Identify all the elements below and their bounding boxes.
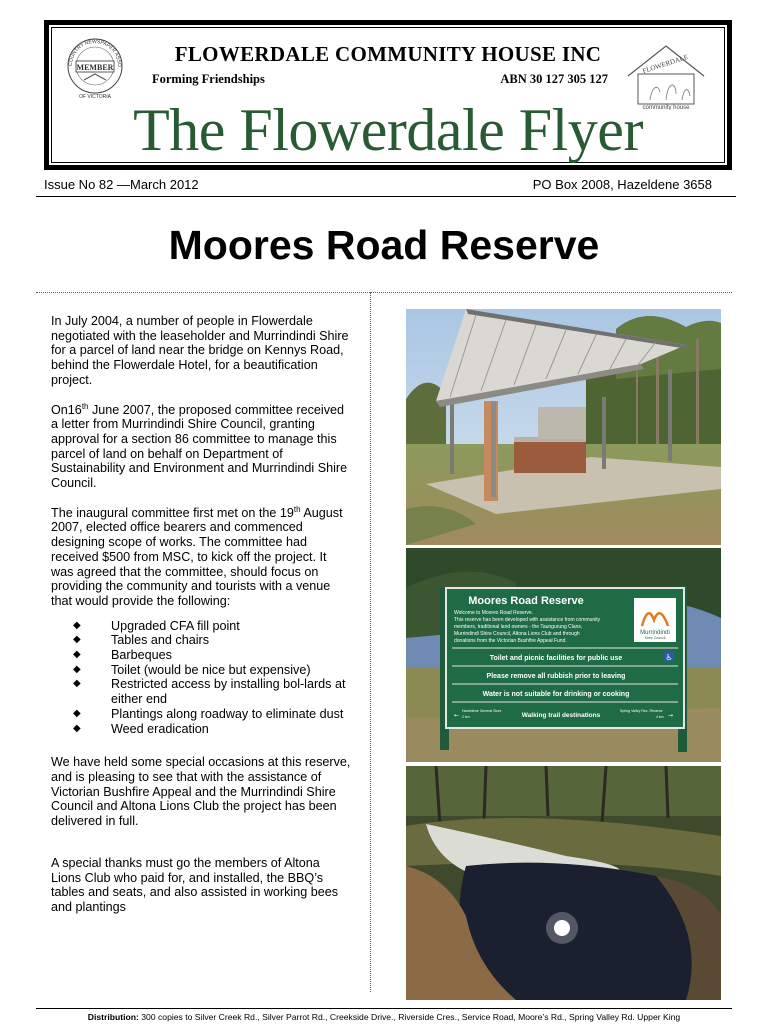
- sign-welcome: Welcome to Moores Road Reserve.: [454, 610, 534, 616]
- sign-body-line: members, traditional land owners - the Taungurung Clans,: [454, 624, 583, 630]
- badge-bottom-text: OF VICTORIA: [79, 94, 111, 100]
- top-divider: [36, 196, 736, 197]
- org-name: FLOWERDALE COMMUNITY HOUSE INC: [174, 42, 602, 66]
- list-item: ◆ Tables and chairs: [51, 633, 351, 648]
- list-item: ◆ Upgraded CFA fill point: [51, 619, 351, 634]
- wishlist-bullets: [51, 619, 351, 737]
- badge-top-text: COUNTRY NEWSPAPER ASSO: [67, 38, 123, 68]
- article-paragraph-5: A special thanks must go the members of Altona Lions Club who paid for, and installed, the BBQ’s tables and seats, and also assisted in working bees and plantings: [51, 855, 339, 914]
- arrow-left-icon: ←: [454, 712, 460, 719]
- po-box: PO Box 2008, Hazeldene 3658: [532, 177, 712, 192]
- abn-number: ABN 30 127 305 127: [500, 72, 608, 86]
- sign-council-name: Murrindindi: [640, 630, 670, 636]
- tagline: Forming Friendships: [152, 72, 265, 86]
- sign-left-distance: 2 km: [462, 715, 470, 719]
- masthead: [44, 20, 732, 170]
- sign-right-distance: 4 km: [656, 715, 664, 719]
- shelter-illustration: [406, 309, 721, 545]
- sign-right-destination: Spring Valley Rec. Reserve: [620, 709, 663, 713]
- list-item: ◆ Plantings along roadway to eliminate dust: [51, 707, 351, 722]
- svg-text:♿: ♿: [665, 653, 673, 662]
- article-paragraph-2: On16th June 2007, the proposed committee received a letter from Murrindindi Shire Council, granting approval for a section 86 committee to manage this parcel of land on behalf on Department of Sustainability and Environment and Murrindindi Shire Council.: [51, 401, 348, 491]
- arrow-right-icon: →: [668, 712, 674, 719]
- sign-illustration: [406, 548, 721, 762]
- sign-body-line: Murrindindi Shire Council, Altona Lions Club and through: [454, 631, 580, 637]
- logo-bottom-text: community house: [642, 105, 690, 110]
- sign-body-line: This reserve has been developed with assistance from community: [454, 617, 601, 623]
- dotted-rule-horizontal: [36, 292, 732, 293]
- sign-title: Moores Road Reserve: [468, 595, 584, 607]
- article-paragraph-3: The inaugural committee first met on the 19th August 2007, elected office bearers and commenced designing scope of works. The committee had received $500 from MSC, to kick off the project. It was agreed that the committee, should focus on providing the community and tourists with a venue that would provide the following:: [51, 504, 343, 608]
- logo-top-text: FLOWERDALE: [641, 52, 690, 76]
- distribution-text: 300 copies to Silver Creek Rd., Silver Parrot Rd., Creekside Drive., Riverside Cres., Service Road, Moore’s Rd., Spring Valley Rd. Upper King: [138, 1012, 681, 1022]
- list-item: ◆ Toilet (would be nice but expensive): [51, 663, 351, 678]
- issue-number: Issue No 82 —March 2012: [44, 177, 199, 192]
- sign-left-destination: Hazeldene General Store: [462, 709, 502, 713]
- masthead-inner-border: [51, 27, 725, 163]
- distribution-note: [0, 1012, 768, 1022]
- article-headline: Moores Road Reserve: [168, 222, 600, 268]
- distribution-label: Distribution:: [87, 1012, 139, 1022]
- sign-water-line: Water is not suitable for drinking or cooking: [482, 691, 630, 698]
- list-item: ◆ Weed eradication: [51, 722, 351, 737]
- sign-rubbish-line: Please remove all rubbish prior to leaving: [486, 673, 626, 680]
- bottom-divider: [36, 1008, 732, 1009]
- sign-body-line: donations from the Victorian Bushfire Appeal Fund.: [454, 638, 567, 644]
- article-paragraph-1: In July 2004, a number of people in Flowerdale negotiated with the leaseholder and Murrindindi Shire for a parcel of land near the bridge on Kennys Road, behind the Flowerdale Hotel, for a beautification project.: [51, 314, 349, 387]
- photo-creek: [406, 766, 721, 1000]
- sign-council-sub: Shire Council: [644, 636, 666, 640]
- flyer-title: The Flowerdale Flyer: [133, 97, 643, 163]
- article-body: [51, 314, 351, 930]
- list-item: ◆ Barbeques: [51, 648, 351, 663]
- photo-picnic-shelter: [406, 309, 721, 545]
- list-item: ◆ Restricted access by installing bol-lards at either end: [51, 677, 351, 706]
- photo-reserve-sign: [406, 548, 721, 762]
- creek-illustration: [406, 766, 721, 1000]
- sign-trail-label: Walking trail destinations: [521, 712, 601, 719]
- sign-toilet-line: Toilet and picnic facilities for public use: [489, 655, 623, 662]
- dotted-rule-vertical: [370, 292, 371, 992]
- article-paragraph-4: We have held some special occasions at this reserve, and is pleasing to see that with the assistance of Victorian Bushfire Appeal and the Murrindindi Shire Council and Altona Lions Club the project has been delivered in full.: [51, 755, 351, 829]
- badge-member-text: MEMBER: [76, 63, 114, 72]
